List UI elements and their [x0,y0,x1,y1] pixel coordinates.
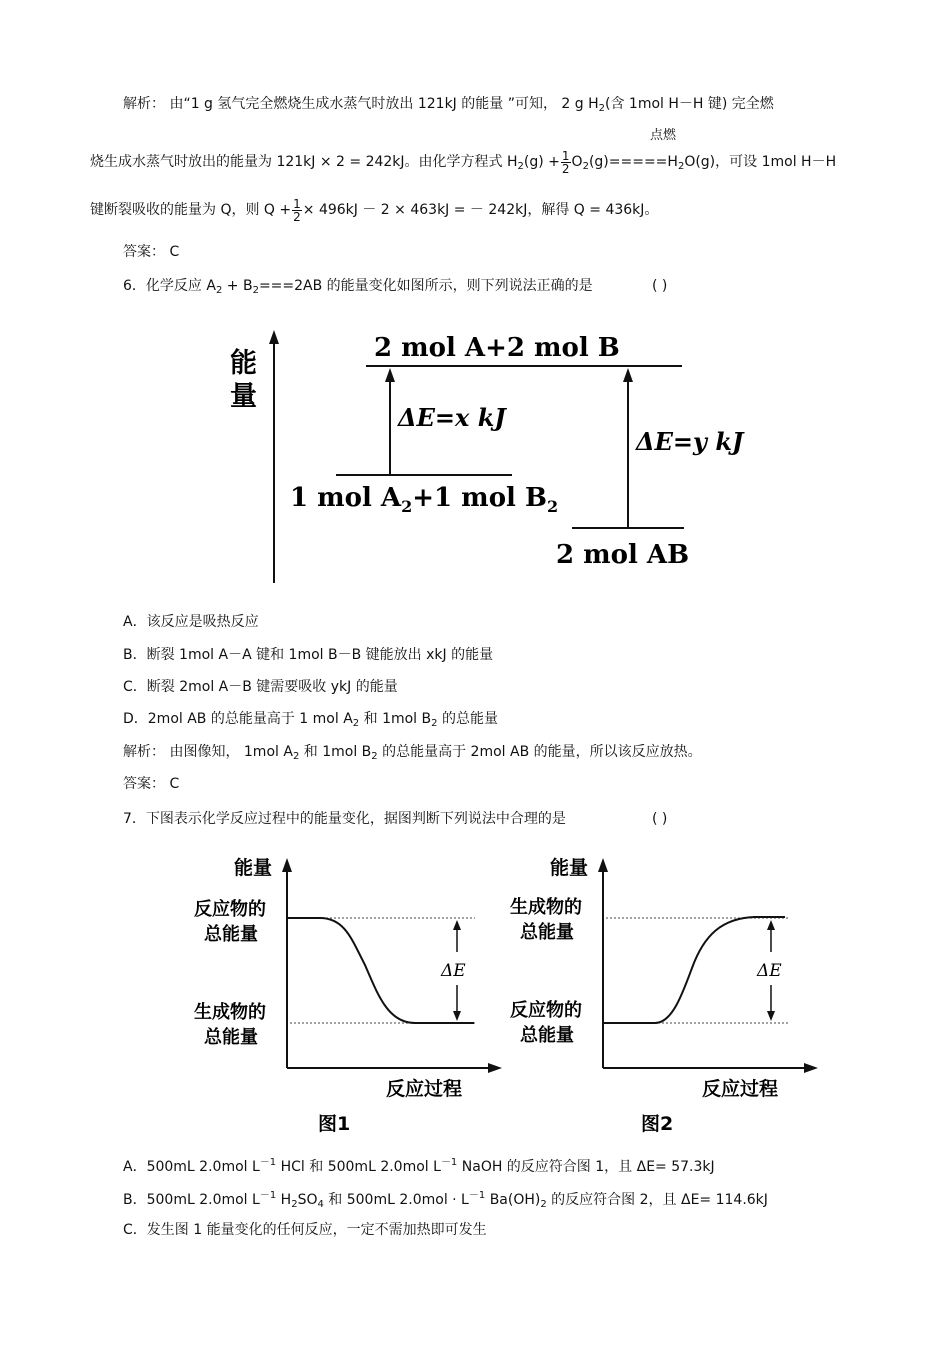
answer-5: 答案： C [123,244,180,260]
fig2-lower-label-2: 总能量 [520,1025,574,1046]
fig2-lower-label-1: 反应物的 [510,1000,582,1021]
fig1-x-axis-label: 反应过程 [386,1078,463,1100]
fig2-y-axis-label: 能量 [550,857,589,879]
analysis-5-line-2: 烧生成水蒸气时放出的能量为 121kJ × 2 = 242kJ。由化学方程式 $H_2(g)$ + $\frac{1}{2}$ $O_2(g)=====H_2O(g)$，可设 1mol H－H [90,148,837,176]
question-6-analysis: 解析： 由图像知， 1mol $A_2$ 和 1mol $B_2$ 的总能量高于 2mol AB 的能量，所以该反应放热。 [123,744,702,762]
fig1-lower-label-1: 生成物的 [194,1002,266,1023]
question-6-option-c: C．断裂 2mol A－B 键需要吸收 ykJ 的能量 [123,679,398,695]
fig1-upper-label-2: 总能量 [204,924,258,945]
figure-1 [194,856,502,1135]
question-7-stem: 7．下图表示化学反应过程中的能量变化，据图判断下列说法中合理的是 [123,811,566,827]
fraction-half-2: $\frac{1}{2}$ [293,196,301,224]
figure-2 [510,856,818,1135]
fig1-delta-e-arrowhead-down [453,1011,461,1021]
fig2-x-axis-label: 反应过程 [702,1078,779,1100]
fig1-delta-e-label: ΔE [441,961,466,981]
fig1-y-arrowhead [282,858,292,872]
reaction-condition-label: 点燃 [650,128,677,143]
fig1-caption: 图1 [318,1113,351,1135]
bottom-level-label: 2 mol AB [556,540,690,570]
analysis-5-line-3: 键断裂吸收的能量为 Q，则 Q + $\frac{1}{2}$ × 496kJ － 2 × 463kJ = － 242kJ，解得 Q = 436kJ。 [90,196,659,224]
mid-level-label: 1 mol $A_2+1$ mol $B_2$ [290,483,559,516]
analysis-5-line-1: 解析： 由“1 g 氢气完全燃烧生成水蒸气时放出 121kJ 的能量 ”可知， 2 g $H_2$(含 1mol H－H 键) 完全燃 [123,96,774,114]
delta-e-x-label: ΔE=x kJ [398,403,506,432]
top-level-label: 2 mol A+2 mol B [374,333,620,363]
delta-e-y-label: ΔE=y kJ [636,427,744,456]
fig2-delta-e-arrowhead-down [767,1011,775,1021]
fig2-delta-e-arrowhead-up [767,920,775,930]
y-axis-label-2: 量 [230,381,257,412]
question-7-option-a: A．500mL 2.0mol $L^{-1}$ HCl 和 500mL 2.0mol $L^{-1}$ NaOH 的反应符合图 1，且 ΔE= 57.3kJ [123,1157,715,1175]
fig2-y-arrowhead [598,858,608,872]
fig1-lower-label-2: 总能量 [204,1027,258,1048]
fig2-x-arrowhead [804,1063,818,1073]
fig1-x-arrowhead [488,1063,502,1073]
question-6-option-b: B．断裂 1mol A－A 键和 1mol B－B 键能放出 xkJ 的能量 [123,647,494,663]
y-axis-label-1: 能 [230,348,257,379]
fig2-delta-e-label: ΔE [757,961,782,981]
fraction-half: $\frac{1}{2}$ [561,148,570,176]
question-7-option-b: B．500mL 2.0mol $L^{-1}$ $H_2SO_4$ 和 500mL $2.0mol \cdot L^{-1}$ $Ba(OH)_2$ 的反应符合图 2，且 ΔE= 114.6kJ [123,1190,768,1210]
question-7-answer-parentheses: ( ) [652,811,668,827]
answer-6: 答案： C [123,776,180,792]
fig2-caption: 图2 [641,1113,674,1135]
fig2-upper-label-1: 生成物的 [510,897,582,918]
fig1-upper-label-1: 反应物的 [194,899,266,920]
question-7-option-c: C．发生图 1 能量变化的任何反应，一定不需加热即可发生 [123,1222,487,1238]
question-6-option-d: D．2mol AB 的总能量高于 1 mol $A_2$ 和 1mol $B_2$ 的总能量 [123,711,498,729]
fig1-y-axis-label: 能量 [234,857,273,879]
fig1-delta-e-arrowhead-up [453,920,461,930]
question-6-option-a: A．该反应是吸热反应 [123,614,259,630]
question-6-answer-parentheses: ( ) [652,278,668,294]
question-6-stem: 6．化学反应 $A_2 + B_2===2AB$ 的能量变化如图所示，则下列说法正确的是 [123,278,593,296]
fig2-upper-label-2: 总能量 [520,922,574,943]
